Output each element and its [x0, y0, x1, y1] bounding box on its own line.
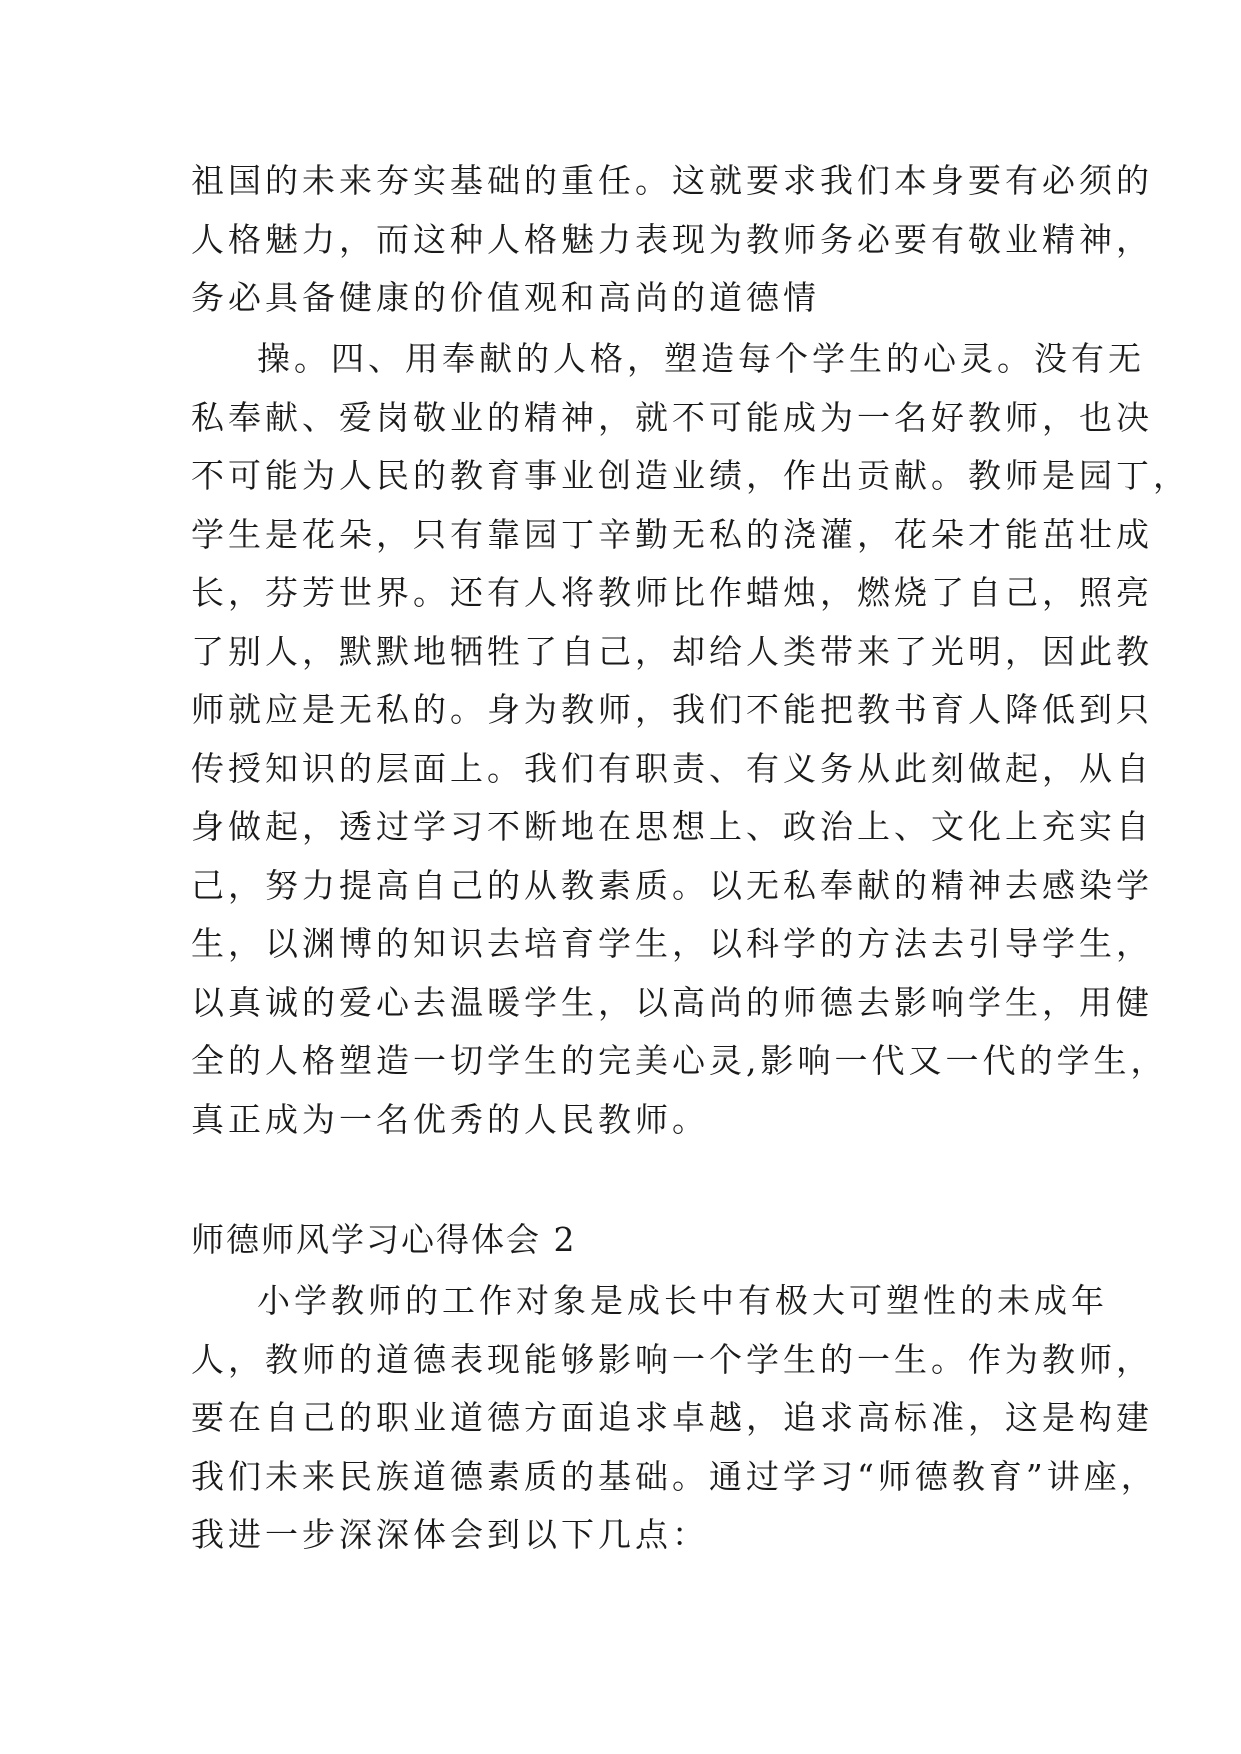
text-line: 我进一步深深体会到以下几点： [191, 1515, 709, 1554]
text-line: 要在自己的职业道德方面追求卓越，追求高标准，这是构建 [191, 1398, 1153, 1437]
text-line: 全的人格塑造一切学生的完美心灵,影响一代又一代的学生， [191, 1041, 1168, 1080]
text-line: 人，教师的道德表现能够影响一个学生的一生。作为教师， [191, 1339, 1153, 1379]
text-line: 我们未来民族道德素质的基础。通过学习“师德教育”讲座， [191, 1456, 1158, 1496]
text-line: 不可能为人民的教育事业创造业绩，作出贡献。教师是园丁， [191, 456, 1190, 495]
text-line: 身做起，透过学习不断地在思想上、政治上、文化上充实自 [191, 807, 1153, 846]
text-line: 私奉献、爱岗敬业的精神，就不可能成为一名好教师，也决 [191, 397, 1153, 437]
text-line: 生，以渊博的知识去培育学生，以科学的方法去引导学生， [191, 924, 1153, 963]
text-line: 师就应是无私的。身为教师，我们不能把教书育人降低到只 [191, 690, 1153, 729]
text-line: 长，芬芳世界。还有人将教师比作蜡烛，燃烧了自己，照亮 [191, 573, 1153, 612]
paragraph-section-2 [191, 1272, 1158, 1565]
text-line: 己，努力提高自己的从教素质。以无私奉献的精神去感染学 [191, 865, 1153, 905]
text-line: 操。四、用奉献的人格，塑造每个学生的心灵。没有无 [257, 339, 1145, 378]
text-line: 小学教师的工作对象是成长中有极大可塑性的未成年 [257, 1281, 1108, 1320]
text-line: 祖国的未来夯实基础的重任。这就要求我们本身要有必须的 [191, 161, 1153, 200]
text-line: 了别人，默默地牺牲了自己，却给人类带来了光明，因此教 [191, 631, 1153, 671]
text-line: 真正成为一名优秀的人民教师。 [191, 1099, 709, 1139]
text-line: 人格魅力，而这种人格魅力表现为教师务必要有敬业精神， [191, 219, 1153, 259]
paragraph-continued [191, 152, 1153, 328]
paragraph-selfless-dedication [191, 330, 1190, 1149]
text-line: 以真诚的爱心去温暖学生，以高尚的师德去影响学生，用健 [191, 982, 1153, 1022]
text-line: 务必具备健康的价值观和高尚的道德情 [191, 278, 820, 317]
text-line: 传授知识的层面上。我们有职责、有义务从此刻做起，从自 [191, 748, 1153, 788]
section-heading: 师德师风学习心得体会 2 [191, 1220, 577, 1259]
text-line: 学生是花朵，只有靠园丁辛勤无私的浇灌，花朵才能茁壮成 [191, 514, 1153, 554]
